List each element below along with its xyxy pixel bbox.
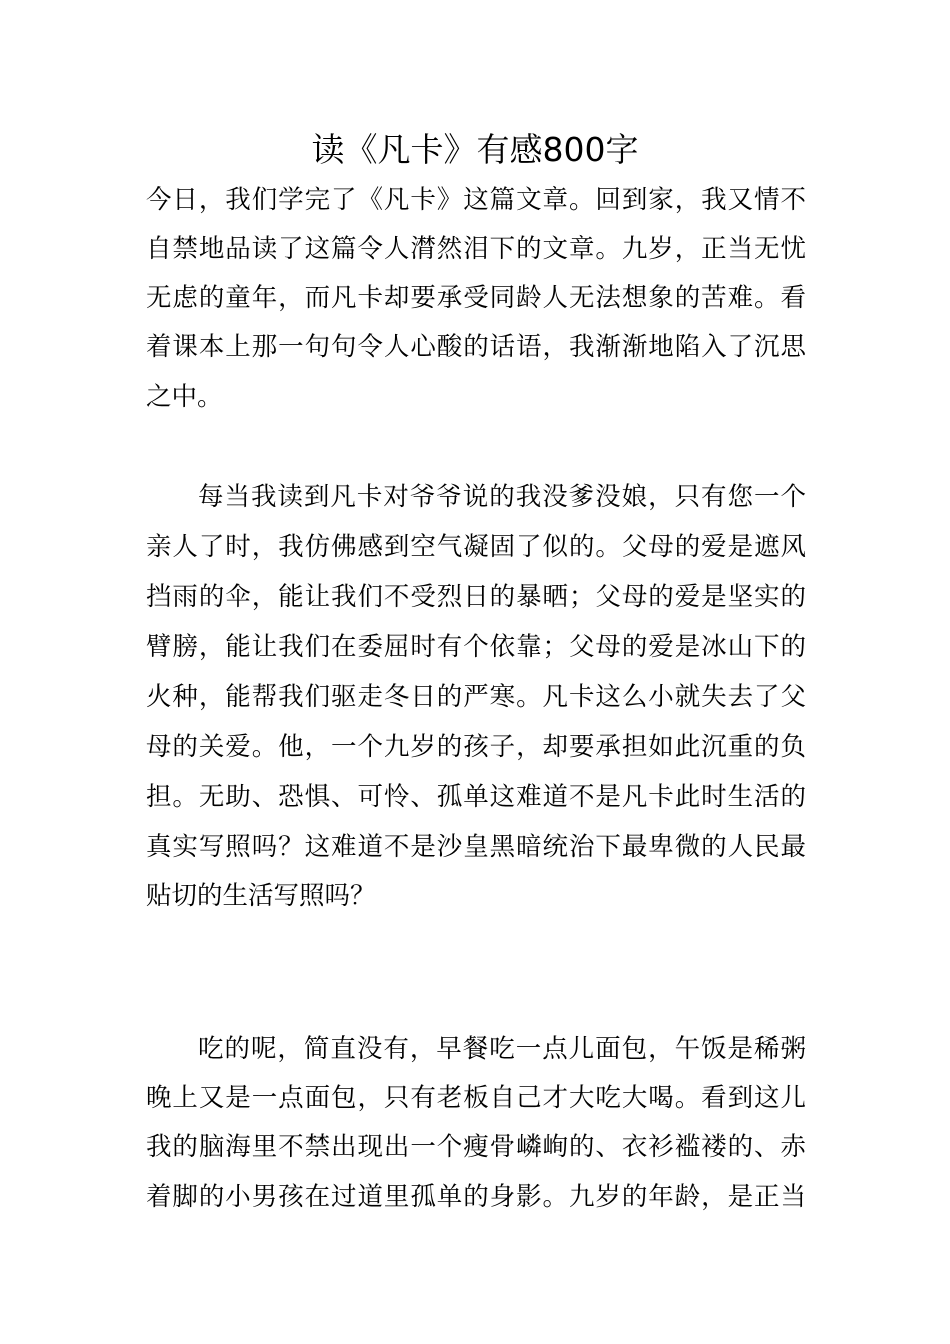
text-line: 无虑的童年，而凡卡却要承受同龄人无法想象的苦难。看 xyxy=(146,283,806,313)
text-line: 每当我读到凡卡对爷爷说的我没爹没娘，只有您一个 xyxy=(198,482,806,512)
text-line: 晚上又是一点面包，只有老板自己才大吃大喝。看到这儿 xyxy=(146,1083,806,1113)
text-line: 着脚的小男孩在过道里孤单的身影。九岁的年龄，是正当 xyxy=(146,1182,806,1212)
text-line: 着课本上那一句句令人心酸的话语，我渐渐地陷入了沉思 xyxy=(146,332,806,362)
text-line: 亲人了时，我仿佛感到空气凝固了似的。父母的爱是遮风 xyxy=(146,532,806,562)
text-line: 臂膀，能让我们在委屈时有个依靠；父母的爱是冰山下的 xyxy=(146,632,806,662)
text-line: 之中。 xyxy=(146,382,223,412)
text-line: 母的关爱。他，一个九岁的孩子，却要承担如此沉重的负 xyxy=(146,732,806,762)
text-line: 挡雨的伞，能让我们不受烈日的暴晒；父母的爱是坚实的 xyxy=(146,582,806,612)
text-line: 今日，我们学完了《凡卡》这篇文章。回到家，我又情不 xyxy=(146,185,806,215)
text-line: 担。无助、恐惧、可怜、孤单这难道不是凡卡此时生活的 xyxy=(146,782,806,812)
text-line: 贴切的生活写照吗？ xyxy=(146,881,376,911)
text-line: 火种，能帮我们驱走冬日的严寒。凡卡这么小就失去了父 xyxy=(146,682,806,712)
text-line: 我的脑海里不禁出现出一个瘦骨嶙峋的、衣衫褴褛的、赤 xyxy=(146,1132,806,1162)
text-line: 吃的呢，简直没有，早餐吃一点儿面包，午饭是稀粥 xyxy=(198,1034,806,1064)
document-title: 读《凡卡》有感800字 xyxy=(311,130,639,169)
text-line: 自禁地品读了这篇令人潸然泪下的文章。九岁，正当无忧 xyxy=(146,234,806,264)
text-line: 真实写照吗？这难道不是沙皇黑暗统治下最卑微的人民最 xyxy=(146,832,806,862)
